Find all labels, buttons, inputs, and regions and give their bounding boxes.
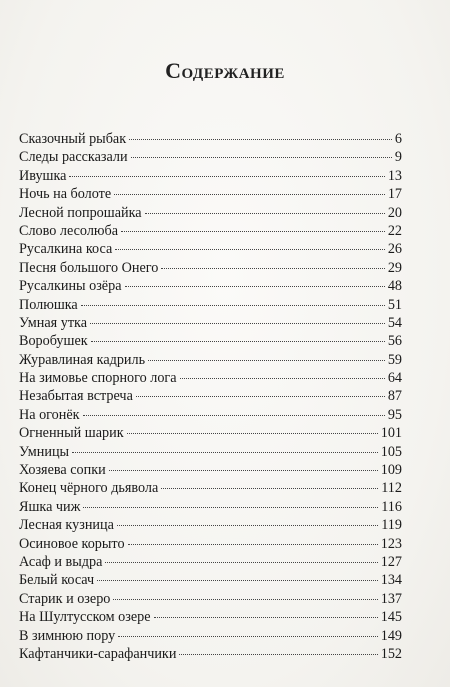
toc-dot-leader <box>127 433 378 434</box>
toc-page-number: 123 <box>380 535 402 552</box>
toc-page-number: 137 <box>380 590 402 607</box>
toc-entry-title: Русалкины озёра <box>19 278 122 295</box>
toc-dot-leader <box>148 360 385 361</box>
toc-entry <box>19 387 402 405</box>
toc-entry-title: Яшка чиж <box>19 498 81 515</box>
toc-page-number: 22 <box>387 222 402 239</box>
toc-entry <box>19 148 402 166</box>
toc-entry-title: Ивушка <box>19 167 67 184</box>
toc-page-number: 127 <box>380 553 402 570</box>
toc-entry-title: Конец чёрного дьявола <box>19 480 159 497</box>
toc-entry <box>19 369 402 387</box>
toc-dot-leader <box>90 323 385 324</box>
toc-dot-leader <box>113 599 377 600</box>
toc-page-number: 95 <box>387 406 402 423</box>
toc-entry-title: Песня большого Онего <box>19 259 159 276</box>
toc-entry <box>19 498 402 516</box>
toc-dot-leader <box>91 341 385 342</box>
toc-entry <box>19 240 402 258</box>
toc-entry-title: Незабытая встреча <box>19 388 133 405</box>
toc-dot-leader <box>131 157 392 158</box>
toc-page-number: 145 <box>380 609 402 626</box>
toc-entry-title: Русалкина коса <box>19 241 113 258</box>
toc-entry-title: Полюшка <box>19 296 78 313</box>
toc-entry-title: Умная утка <box>19 314 88 331</box>
toc-page-number: 13 <box>387 167 402 184</box>
toc-page-number: 116 <box>381 498 402 515</box>
toc-page-number: 149 <box>380 627 402 644</box>
toc-entry <box>19 185 402 203</box>
toc-dot-leader <box>83 507 378 508</box>
toc-page-number: 112 <box>381 480 402 497</box>
page-title: Содержание <box>165 58 285 83</box>
toc-entry <box>19 277 402 295</box>
toc-entry-title: Хозяева сопки <box>19 462 106 479</box>
toc-dot-leader <box>128 544 378 545</box>
toc-entry <box>19 167 402 185</box>
toc-entry-title: Лесная кузница <box>19 517 114 534</box>
toc-page-number: 87 <box>387 388 402 405</box>
toc-dot-leader <box>97 580 378 581</box>
toc-entry-title: На Шултусском озере <box>19 609 151 626</box>
toc-dot-leader <box>109 470 378 471</box>
toc-page-number: 54 <box>387 314 402 331</box>
toc-page-number: 152 <box>380 645 402 662</box>
toc-dot-leader <box>136 396 385 397</box>
toc-entry-title: Асаф и выдра <box>19 553 103 570</box>
toc-dot-leader <box>161 268 384 269</box>
toc-page-number: 48 <box>387 278 402 295</box>
toc-entry <box>19 627 402 645</box>
toc-entry <box>19 535 402 553</box>
toc-entry <box>19 608 402 626</box>
toc-dot-leader <box>105 562 377 563</box>
toc-entry <box>19 461 402 479</box>
toc-page-number: 6 <box>394 131 402 147</box>
toc-dot-leader <box>129 139 392 140</box>
toc-page-number: 17 <box>387 186 402 203</box>
toc-entry <box>19 590 402 608</box>
toc-entry <box>19 516 402 534</box>
toc-entry <box>19 424 402 442</box>
toc-dot-leader <box>83 415 385 416</box>
toc-dot-leader <box>161 488 378 489</box>
toc-page-number: 29 <box>387 259 402 276</box>
toc-page-number: 64 <box>387 370 402 387</box>
toc-page-number: 26 <box>387 241 402 258</box>
toc-dot-leader <box>81 305 385 306</box>
toc-dot-leader <box>117 525 378 526</box>
toc-entry <box>19 553 402 571</box>
toc-dot-leader <box>118 636 378 637</box>
toc-page-number: 20 <box>387 204 402 221</box>
toc-dot-leader <box>69 176 384 177</box>
toc-entry <box>19 204 402 222</box>
toc-page-number: 105 <box>380 443 402 460</box>
toc-entry-title: На зимовье спорного лога <box>19 370 177 387</box>
toc-entry <box>19 259 402 277</box>
toc-entry-title: Следы рассказали <box>19 149 128 166</box>
toc-dot-leader <box>154 617 378 618</box>
toc-dot-leader <box>72 452 378 453</box>
toc-entry-title: Журавлиная кадриль <box>19 351 146 368</box>
toc-entry <box>19 406 402 424</box>
toc-entry-title: На огонёк <box>19 406 80 423</box>
toc-page-number: 101 <box>380 425 402 442</box>
toc-entry-title: Старик и озеро <box>19 590 111 607</box>
toc-entry <box>19 314 402 332</box>
toc-entry <box>19 222 402 240</box>
toc-entry-title: Лесной попрошайка <box>19 204 142 221</box>
toc-page-number: 51 <box>387 296 402 313</box>
toc-entry <box>19 479 402 497</box>
toc-page-number: 119 <box>381 517 402 534</box>
toc-entry-title: Осиновое корыто <box>19 535 125 552</box>
toc-dot-leader <box>179 654 377 655</box>
toc-entry-title: Сказочный рыбак <box>19 131 127 147</box>
toc-entry-title: В зимнюю пору <box>19 627 116 644</box>
toc-entry-title: Ночь на болоте <box>19 186 112 203</box>
toc-page-number: 134 <box>380 572 402 589</box>
toc-entry-title: Белый косач <box>19 572 95 589</box>
toc-entry <box>19 130 402 148</box>
toc-entry <box>19 332 402 350</box>
toc-entry <box>19 443 402 461</box>
toc-dot-leader <box>145 213 385 214</box>
toc-page-number: 59 <box>387 351 402 368</box>
table-of-contents <box>19 130 402 663</box>
toc-dot-leader <box>121 231 385 232</box>
toc-entry-title: Огненный шарик <box>19 425 124 442</box>
toc-dot-leader <box>114 194 385 195</box>
toc-dot-leader <box>180 378 385 379</box>
toc-entry-title: Кафтанчики-сарафанчики <box>19 645 177 662</box>
toc-entry <box>19 351 402 369</box>
toc-page-number: 109 <box>380 462 402 479</box>
toc-dot-leader <box>115 249 385 250</box>
toc-entry-title: Умницы <box>19 443 70 460</box>
toc-entry-title: Воробушек <box>19 333 88 350</box>
toc-entry-title: Слово лесолюба <box>19 222 119 239</box>
toc-page-number: 9 <box>394 149 402 166</box>
toc-entry <box>19 645 402 663</box>
toc-dot-leader <box>125 286 385 287</box>
toc-entry <box>19 296 402 314</box>
toc-page-number: 56 <box>387 333 402 350</box>
toc-entry <box>19 571 402 589</box>
